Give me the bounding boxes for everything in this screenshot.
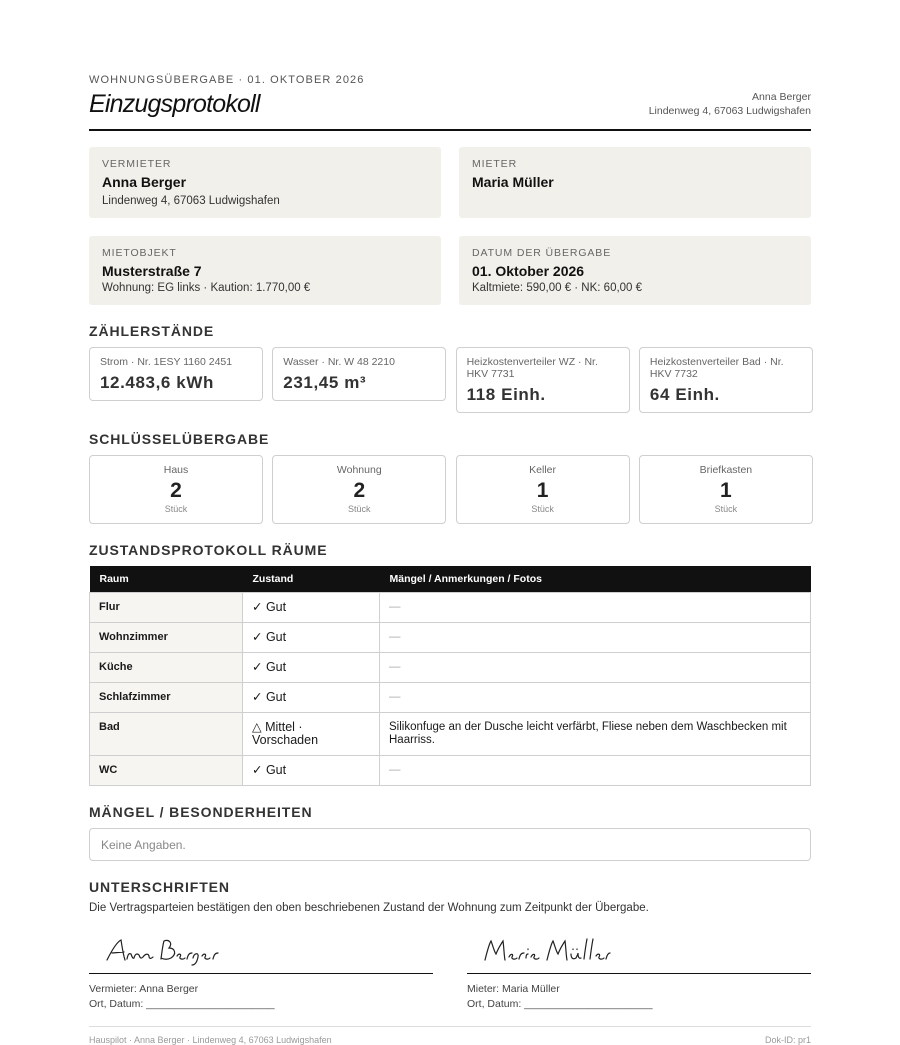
table-row — [90, 593, 811, 623]
property-label: MIETOBJEKT — [102, 247, 177, 259]
document-header — [89, 90, 811, 131]
footer-left: Hauspilot · Anna Berger · Lindenweg 4, 67063 Ludwigshafen — [89, 1035, 332, 1045]
property-name: Musterstraße 7 — [102, 263, 202, 279]
party-cards — [89, 147, 811, 305]
room-name: Flur — [90, 593, 243, 623]
keys-heading: SCHLÜSSELÜBERGABE — [89, 431, 270, 447]
key-card — [639, 455, 813, 524]
tenant-place-date: Ort, Datum: ______________________ — [467, 998, 653, 1010]
room-notes: — — [380, 756, 811, 786]
column-header-state: Zustand — [243, 566, 380, 593]
tenant-signature-caption: Mieter: Maria Müller — [467, 983, 560, 995]
meter-label: Heizkostenverteiler WZ · Nr. HKV 7731 — [466, 356, 598, 380]
room-notes: — — [380, 653, 811, 683]
meter-card — [456, 347, 630, 413]
meter-label: Wasser · Nr. W 48 2210 — [283, 356, 395, 368]
landlord-signature-image — [103, 934, 223, 968]
meter-label: Strom · Nr. 1ESY 1160 2451 — [100, 356, 233, 368]
tenant-name: Maria Müller — [472, 174, 554, 190]
tenant-card — [459, 147, 811, 218]
header-owner-name: Anna Berger — [752, 91, 811, 103]
meter-readings — [89, 347, 811, 413]
key-label: Wohnung — [336, 464, 382, 476]
table-header-row — [90, 566, 811, 593]
table-row — [90, 683, 811, 713]
table-row — [90, 623, 811, 653]
landlord-signature-line — [89, 928, 433, 974]
room-notes: Silikonfuge an der Dusche leicht verfärbt, Fliese neben dem Waschbecken mit Haarriss. — [380, 713, 811, 756]
document-title: Einzugsprotokoll — [89, 90, 260, 118]
key-card — [456, 455, 630, 524]
meter-card — [89, 347, 263, 401]
meter-card — [272, 347, 446, 401]
room-state: △ Mittel · Vorschaden — [243, 713, 380, 756]
column-header-notes: Mängel / Anmerkungen / Fotos — [380, 566, 811, 593]
key-unit: Stück — [348, 504, 371, 514]
key-label: Haus — [163, 464, 189, 476]
tenant-signature-image — [481, 934, 611, 968]
room-name: Schlafzimmer — [90, 683, 243, 713]
room-name: Bad — [90, 713, 243, 756]
meter-value: 118 Einh. — [466, 385, 546, 404]
tenant-signature-meta — [467, 982, 811, 1012]
key-unit: Stück — [164, 504, 188, 514]
key-label: Keller — [529, 464, 557, 476]
room-state: ✓ Gut — [243, 756, 380, 786]
column-header-room: Raum — [90, 566, 243, 593]
landlord-address: Lindenweg 4, 67063 Ludwigshafen — [102, 195, 280, 207]
table-row — [90, 653, 811, 683]
document-page — [89, 0, 811, 1045]
key-count: 2 — [353, 479, 366, 502]
signatures-heading: UNTERSCHRIFTEN — [89, 879, 230, 895]
landlord-name: Anna Berger — [102, 174, 187, 190]
room-state: ✓ Gut — [243, 593, 380, 623]
room-name: WC — [90, 756, 243, 786]
room-state: ✓ Gut — [243, 653, 380, 683]
room-notes: — — [380, 683, 811, 713]
room-notes: — — [380, 593, 811, 623]
room-name: Küche — [90, 653, 243, 683]
signature-section — [89, 928, 811, 1012]
room-notes: — — [380, 623, 811, 653]
defects-box: Keine Angaben. — [89, 828, 811, 861]
landlord-label: VERMIETER — [102, 158, 172, 170]
meter-value: 12.483,6 kWh — [100, 373, 214, 392]
room-state: ✓ Gut — [243, 683, 380, 713]
room-name: Wohnzimmer — [90, 623, 243, 653]
handover-label: DATUM DER ÜBERGABE — [472, 247, 612, 259]
landlord-place-date: Ort, Datum: ______________________ — [89, 998, 275, 1010]
room-state: ✓ Gut — [243, 623, 380, 653]
key-count: 2 — [170, 479, 182, 502]
key-label: Briefkasten — [699, 464, 753, 476]
meter-value: 231,45 m³ — [283, 373, 367, 392]
landlord-signature-caption: Vermieter: Anna Berger — [89, 983, 199, 995]
key-count: 1 — [536, 479, 549, 502]
property-card — [89, 236, 441, 305]
key-handover — [89, 455, 811, 524]
tenant-label: MIETER — [472, 158, 518, 170]
landlord-signature-meta — [89, 982, 433, 1012]
rooms-heading: ZUSTANDSPROTOKOLL RÄUME — [89, 542, 328, 558]
header-owner-address: Lindenweg 4, 67063 Ludwigshafen — [648, 105, 811, 117]
signatures-intro: Die Vertragsparteien bestätigen den oben beschriebenen Zustand der Wohnung zum Zeitpunkt der Übergabe. — [89, 902, 649, 914]
tenant-signature-line — [467, 928, 811, 974]
meter-value: 64 Einh. — [649, 385, 720, 404]
property-details: Wohnung: EG links · Kaution: 1.770,00 € — [102, 282, 311, 294]
table-row — [90, 713, 811, 756]
meter-label: Heizkostenverteiler Bad · Nr. HKV 7732 — [649, 356, 784, 380]
key-count: 1 — [720, 479, 732, 502]
table-row — [90, 756, 811, 786]
room-condition-table — [89, 566, 811, 786]
meter-card — [639, 347, 813, 413]
handover-card — [459, 236, 811, 305]
key-unit: Stück — [714, 504, 738, 514]
landlord-signature-block — [89, 928, 433, 1012]
handover-details: Kaltmiete: 590,00 € · NK: 60,00 € — [472, 282, 643, 294]
document-footer — [89, 1026, 811, 1045]
header-owner-block — [649, 90, 811, 119]
footer-document-id: Dok-ID: pr1 — [764, 1035, 811, 1045]
document-eyebrow: WOHNUNGSÜBERGABE · 01. OKTOBER 2026 — [89, 74, 365, 86]
tenant-signature-block — [467, 928, 811, 1012]
landlord-card — [89, 147, 441, 218]
meters-heading: ZÄHLERSTÄNDE — [89, 323, 215, 339]
defects-heading: MÄNGEL / BESONDERHEITEN — [89, 804, 313, 820]
key-card — [272, 455, 446, 524]
handover-date: 01. Oktober 2026 — [472, 263, 585, 279]
key-unit: Stück — [531, 504, 554, 514]
key-card — [89, 455, 263, 524]
